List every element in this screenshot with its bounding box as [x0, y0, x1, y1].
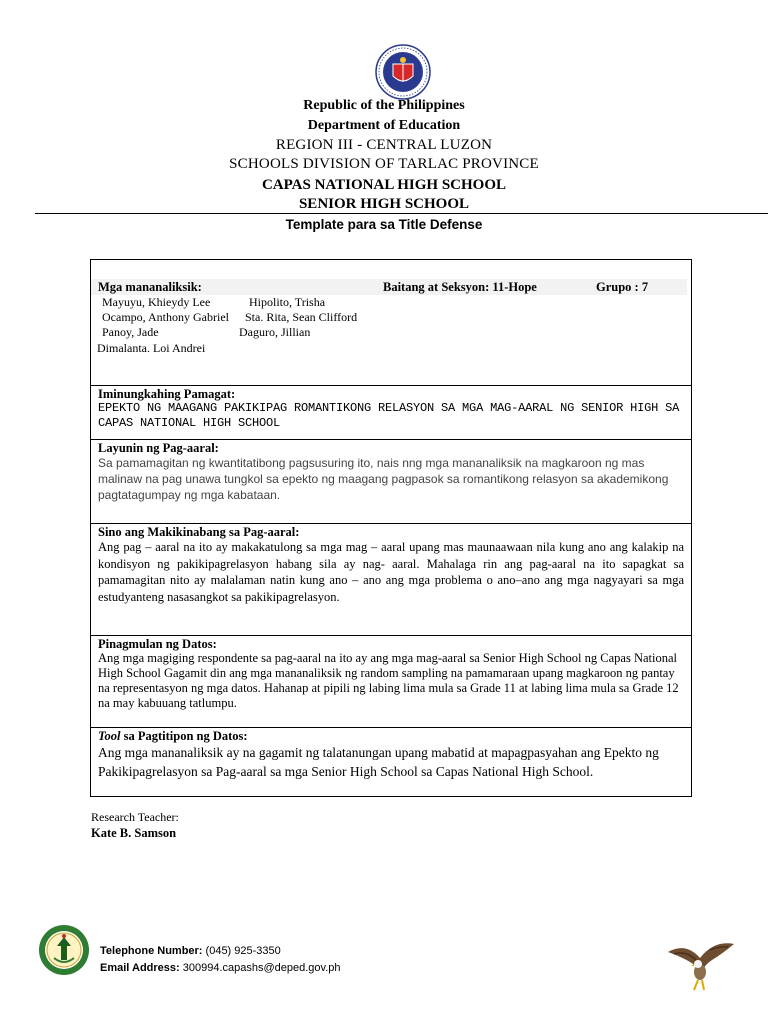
header-shs: SENIOR HIGH SCHOOL: [298, 196, 470, 212]
header-department: Department of Education: [307, 118, 461, 133]
telephone-line: [100, 945, 281, 957]
tool-label: [98, 729, 684, 743]
school-seal-logo: [38, 924, 90, 976]
tool-text: Ang mga mananaliksik ay na gagamit ng talatanungan upang mabatid at mapagpasyahan ang Epekto ng Pakikipagrelasyon sa Pag-aaral sa mga Senior High School sa Capas National High School.: [98, 745, 659, 779]
researcher-name: Hipolito, Trisha: [249, 295, 326, 309]
objective-section: [91, 439, 691, 523]
objective-text: Sa pamamagitan ng kwantitatibong pagsusuring ito, nais nng mga mananaliksik na magkaroon ng mas malinaw na pag unawa tungkol sa epekto ng maagang pagpasok sa romantikong relasyon sa akademikong pagtatagumpay ng mga kabataan.: [98, 456, 669, 502]
eagle-mascot-icon: [664, 938, 736, 994]
data-source-section: [91, 635, 691, 727]
tool-section: [91, 727, 691, 796]
research-teacher-name: Kate B. Samson: [91, 826, 177, 840]
grade-section-label: Baitang at Seksyon: 11-Hope: [383, 280, 537, 294]
researchers-section: [91, 260, 691, 385]
header-division: SCHOOLS DIVISION OF TARLAC PROVINCE: [229, 156, 539, 172]
deped-seal-logo: [375, 44, 431, 100]
tool-label-rest: sa Pagtitipon ng Datos:: [120, 729, 248, 743]
beneficiaries-label: Sino ang Makikinabang sa Pag-aaral:: [98, 525, 300, 539]
email-line: [100, 962, 341, 974]
data-source-text: Ang mga magiging respondente sa pag-aaral na ito ay ang mga mag-aaral sa Senior High School ng Capas National High School Gagamit din ang mga mananaliksik ng random sampling na pamamaraan upang magkaroon ng pantay na representasyon ng mga datos. Hahanap at pipili ng labing lima mula sa Grade 11 at labing lima mula sa Grade 12 na may kabuuang tatlumpu.: [98, 651, 679, 710]
proposed-title-text: EPEKTO NG MAAGANG PAKIKIPAG ROMANTIKONG RELASYON SA MGA MAG-AARAL NG SENIOR HIGH SA CAPAS NATIONAL HIGH SCHOOL: [98, 401, 680, 430]
researchers-label: Mga mananaliksik:: [98, 280, 202, 294]
tool-label-italic: Tool: [98, 729, 121, 743]
group-label: Grupo : 7: [596, 280, 649, 294]
proposed-title-section: [91, 385, 691, 439]
telephone-value: (045) 925-3350: [202, 945, 281, 957]
email-value: 300994.capashs@deped.gov.ph: [179, 962, 341, 974]
header-divider: [35, 213, 768, 214]
researcher-name: Sta. Rita, Sean Clifford: [245, 310, 358, 324]
email-label: Email Address:: [100, 962, 180, 974]
beneficiaries-section: [91, 523, 691, 635]
researcher-name: Mayuyu, Khieydy Lee: [102, 295, 211, 309]
beneficiaries-text: Ang pag – aaral na ito ay makakatulong sa mga mag – aaral upang mas maunaawaan nila kung ano ang kalakip na kondisyon ng pakikipagrelasyon habang sila ay nag- aaral. Mahalaga rin ang pag-aaral na ito sapagkat sa pamamagitan nito ay malalaman natin kung ano – ano ang mga problema o ano–ano ang mga nagyayari sa mga estudyanteng nasasangkot sa pakikipagrelasyon.: [98, 540, 684, 604]
researcher-name: Dimalanta. Loi Andrei: [97, 341, 206, 355]
data-source-label: Pinagmulan ng Datos:: [98, 637, 217, 651]
researcher-name: Panoy, Jade: [102, 325, 159, 339]
telephone-label: Telephone Number:: [100, 945, 203, 957]
research-teacher-label: Research Teacher:: [91, 810, 179, 824]
header-school: CAPAS NATIONAL HIGH SCHOOL: [261, 177, 507, 193]
objective-label: Layunin ng Pag-aaral:: [98, 441, 219, 455]
researcher-name: Daguro, Jillian: [239, 325, 311, 339]
proposed-title-label: Iminungkahing Pamagat:: [98, 387, 236, 401]
researcher-name: Ocampo, Anthony Gabriel: [102, 310, 229, 324]
header-republic: Republic of the Philippines: [303, 98, 465, 113]
header-region: REGION III - CENTRAL LUZON: [275, 137, 493, 153]
title-defense-form: [90, 259, 692, 797]
template-title: Template para sa Title Defense: [285, 217, 483, 232]
